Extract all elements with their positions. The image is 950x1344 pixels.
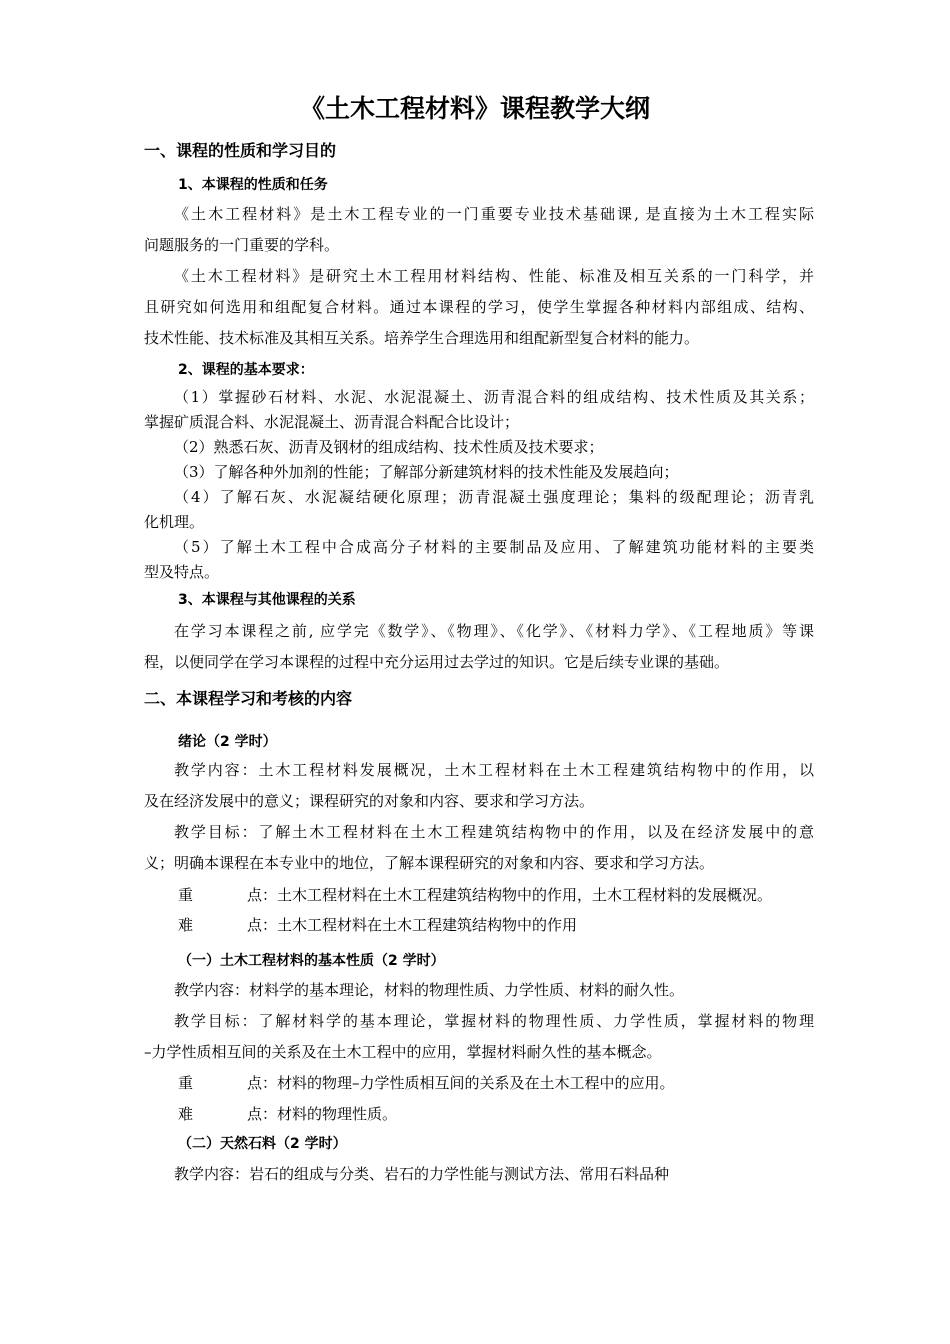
section-2-heading: 二、本课程学习和考核的内容 [144,689,353,708]
paragraph-line: 问题服务的一门重要的学科。 [144,236,340,254]
paragraph-line: 《土木工程材料》是研究土木工程用材料结构、性能、标准及相互关系的一门科学，并 [174,267,814,285]
requirement-line: 型及特点。 [144,563,220,581]
requirement-line: 掌握矿质混合料、水泥混凝土、沥青混合料配合比设计； [144,413,520,431]
difficulty-text: ：材料的物理性质。 [262,1105,398,1123]
key-point-text: ：材料的物理–力学性质相互间的关系及在土木工程中的应用。 [262,1074,675,1092]
paragraph-line: 教学目标：了解土木工程材料在土木工程建筑结构物中的作用，以及在经济发展中的意 [174,823,814,841]
difficulty-line [178,1104,397,1124]
requirement-line: （3）了解各种外加剂的性能；了解部分新建筑材料的技术性能及发展趋向； [174,463,679,481]
subsection-3-heading: 3、本课程与其他课程的关系 [178,592,356,608]
difficulty-text: ：土木工程材料在土木工程建筑结构物中的作用 [262,916,578,934]
difficulty-line [178,915,577,935]
paragraph-line: 在学习本课程之前, 应学完《数学》、《物理》、《化学》、《材料力学》、《工程地质》等课 [174,622,814,640]
chapter-1-heading: （一）土木工程材料的基本性质（2 学时） [178,953,445,969]
requirement-line: 化机理。 [144,513,205,531]
paragraph-line: 教学目标：了解材料学的基本理论，掌握材料的物理性质、力学性质，掌握材料的物理 [174,1012,814,1030]
requirement-line: （2）熟悉石灰、沥青及钢材的组成结构、技术性质及技术要求； [174,438,604,456]
paragraph-line: 《土木工程材料》是土木工程专业的一门重要专业技术基础课, 是直接为土木工程实际 [174,205,814,223]
key-point-label: 重点 [178,886,262,904]
paragraph-line: –力学性质相互间的关系及在土木工程中的应用，掌握材料耐久性的基本概念。 [144,1043,662,1061]
paragraph-line: 教学内容：岩石的组成与分类、岩石的力学性能与测试方法、常用石料品种 [174,1165,670,1183]
requirement-line: （5）了解土木工程中合成高分子材料的主要制品及应用、了解建筑功能材料的主要类 [174,538,814,556]
paragraph-line: 教学内容：土木工程材料发展概况，土木工程材料在土木工程建筑结构物中的作用，以 [174,761,814,779]
requirement-line: （1）掌握砂石材料、水泥、水泥混凝土、沥青混合料的组成结构、技术性质及其关系； [174,388,814,406]
document-title: 《土木工程材料》课程教学大纲 [299,94,650,123]
subsection-2-heading: 2、课程的基本要求： [178,362,314,378]
key-point-label: 重点 [178,1074,262,1092]
paragraph-line: 程，以便同学在学习本课程的过程中充分运用过去学过的知识。它是后续专业课的基础。 [144,653,730,671]
difficulty-label: 难点 [178,1105,262,1123]
requirement-line: （4）了解石灰、水泥凝结硬化原理；沥青混凝土强度理论；集料的级配理论；沥青乳 [174,488,814,506]
paragraph-line: 教学内容：材料学的基本理论，材料的物理性质、力学性质、材料的耐久性。 [174,981,685,999]
intro-heading: 绪论（2 学时） [178,734,277,750]
paragraph-line: 义；明确本课程在本专业中的地位，了解本课程研究的对象和内容、要求和学习方法。 [144,854,715,872]
paragraph-line: 技术性能、技术标准及其相互关系。培养学生合理选用和组配新型复合材料的能力。 [144,329,700,347]
difficulty-label: 难点 [178,916,262,934]
key-point-line [178,1073,675,1093]
key-point-text: ：土木工程材料在土木工程建筑结构物中的作用，土木工程材料的发展概况。 [262,886,773,904]
section-1-heading: 一、课程的性质和学习目的 [144,141,337,160]
subsection-1-heading: 1、本课程的性质和任务 [178,177,328,193]
paragraph-line: 及在经济发展中的意义；课程研究的对象和内容、要求和学习方法。 [144,792,595,810]
paragraph-line: 且研究如何选用和组配复合材料。通过本课程的学习，使学生掌握各种材料内部组成、结构、 [144,298,814,316]
chapter-2-heading: （二）天然石料（2 学时） [178,1136,347,1152]
key-point-line [178,885,772,905]
